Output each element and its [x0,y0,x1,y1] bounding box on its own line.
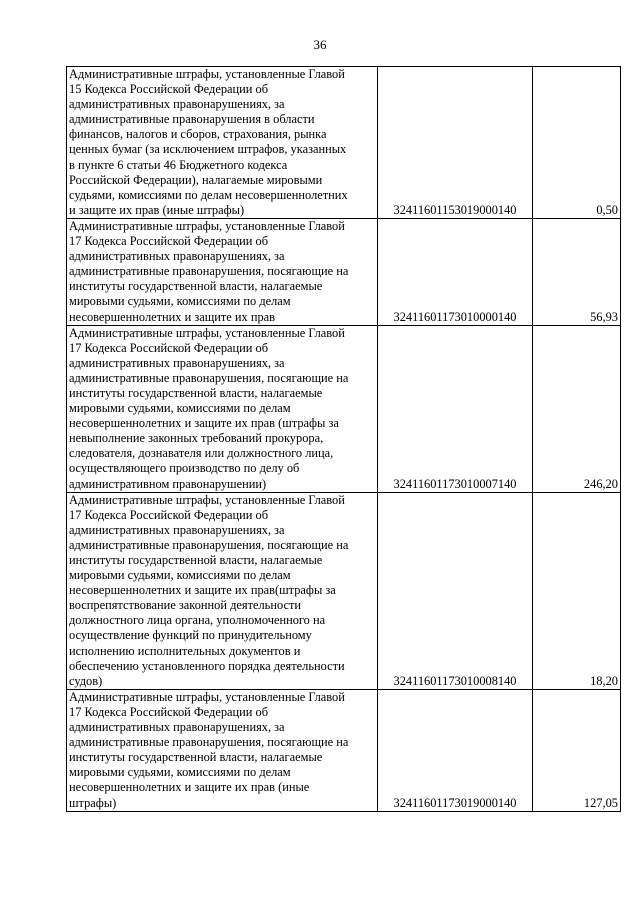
description-line: мировыми судьями, комиссиями по делам [69,294,291,309]
description-line: Российской Федерации), налагаемые мировыми [69,172,323,187]
description-line: Административные штрафы, установленные Главой [69,218,345,233]
description-cell [67,218,378,325]
table-row [67,67,621,219]
table-row [67,218,621,325]
table-row [67,689,621,811]
description-cell [67,325,378,492]
budget-code-cell: 32411601173010000140 [378,218,533,325]
description-line: финансов, налогов и сборов, страхования, рынка [69,127,327,142]
description-line: должностного лица органа, уполномоченного на [69,613,326,628]
description-line: несовершеннолетних и защите их прав(штрафы за [69,583,336,598]
description-line: административном правонарушении) [69,476,267,491]
description-line: Административные штрафы, установленные Главой [69,689,345,704]
description-cell [67,492,378,689]
page-number: 36 [313,37,327,52]
description-line: административные правонарушения, посягающие на [69,735,349,750]
description-line: в пункте 6 статьи 46 Бюджетного кодекса [69,157,288,172]
description-line: штрафы) [69,795,117,810]
description-line: осуществление функций по принудительному [69,628,312,643]
description-line: административных правонарушениях, за [69,97,285,112]
description-line: несовершеннолетних и защите их прав [69,309,276,324]
description-line: Административные штрафы, установленные Главой [69,325,345,340]
amount-cell: 246,20 [533,325,621,492]
budget-code-cell: 32411601153019000140 [378,67,533,219]
description-line: ценных бумаг (за исключением штрафов, указанных [69,142,347,157]
amount-cell: 127,05 [533,689,621,811]
description-line: Административные штрафы, установленные Главой [69,67,345,81]
description-line: следователя, дознавателя или должностного лица, [69,446,334,461]
revenue-table [66,66,621,812]
description-line: 17 Кодекса Российской Федерации об [69,507,269,522]
description-line: 15 Кодекса Российской Федерации об [69,82,269,97]
description-cell [67,67,378,219]
budget-code-cell: 32411601173010007140 [378,325,533,492]
description-line: осуществляющего производство по делу об [69,461,300,476]
description-line: административные правонарушения, посягающие на [69,264,349,279]
description-line: воспрепятствование законной деятельности [69,598,302,613]
description-line: мировыми судьями, комиссиями по делам [69,401,291,416]
budget-code-cell: 32411601173010008140 [378,492,533,689]
amount-cell: 0,50 [533,67,621,219]
description-line: 17 Кодекса Российской Федерации об [69,340,269,355]
description-line: невыполнение законных требований прокурора, [69,431,324,446]
description-line: мировыми судьями, комиссиями по делам [69,765,291,780]
description-line: институты государственной власти, налагаемые [69,553,323,567]
description-line: административные правонарушения, посягающие на [69,370,349,385]
table-row [67,325,621,492]
description-line: административные правонарушения, посягающие на [69,537,349,552]
description-line: административных правонарушениях, за [69,720,285,735]
description-line: административных правонарушениях, за [69,522,285,537]
table-body [67,67,621,812]
description-line: судов) [69,673,103,688]
amount-cell: 18,20 [533,492,621,689]
description-line: Административные штрафы, установленные Главой [69,492,345,507]
description-line: 17 Кодекса Российской Федерации об [69,234,269,249]
description-line: и защите их прав (иные штрафы) [69,202,245,217]
description-line: институты государственной власти, налагаемые [69,750,323,765]
description-line: несовершеннолетних и защите их прав (иные [69,780,310,795]
description-line: судьями, комиссиями по делам несовершеннолетних [69,187,348,202]
description-line: административных правонарушениях, за [69,355,285,370]
budget-code-cell: 32411601173019000140 [378,689,533,811]
description-line: институты государственной власти, налагаемые [69,385,323,400]
amount-cell: 56,93 [533,218,621,325]
description-line: 17 Кодекса Российской Федерации об [69,704,269,719]
description-line: мировыми судьями, комиссиями по делам [69,568,291,583]
description-line: институты государственной власти, налагаемые [69,279,323,294]
description-line: несовершеннолетних и защите их прав (штрафы за [69,416,339,431]
description-line: административных правонарушениях, за [69,249,285,264]
description-line: исполнению исполнительных документов и [69,643,301,658]
description-cell [67,689,378,811]
description-line: административные правонарушения в области [69,112,315,127]
description-line: обеспечению установленного порядка деятельности [69,658,345,673]
table-row [67,492,621,689]
